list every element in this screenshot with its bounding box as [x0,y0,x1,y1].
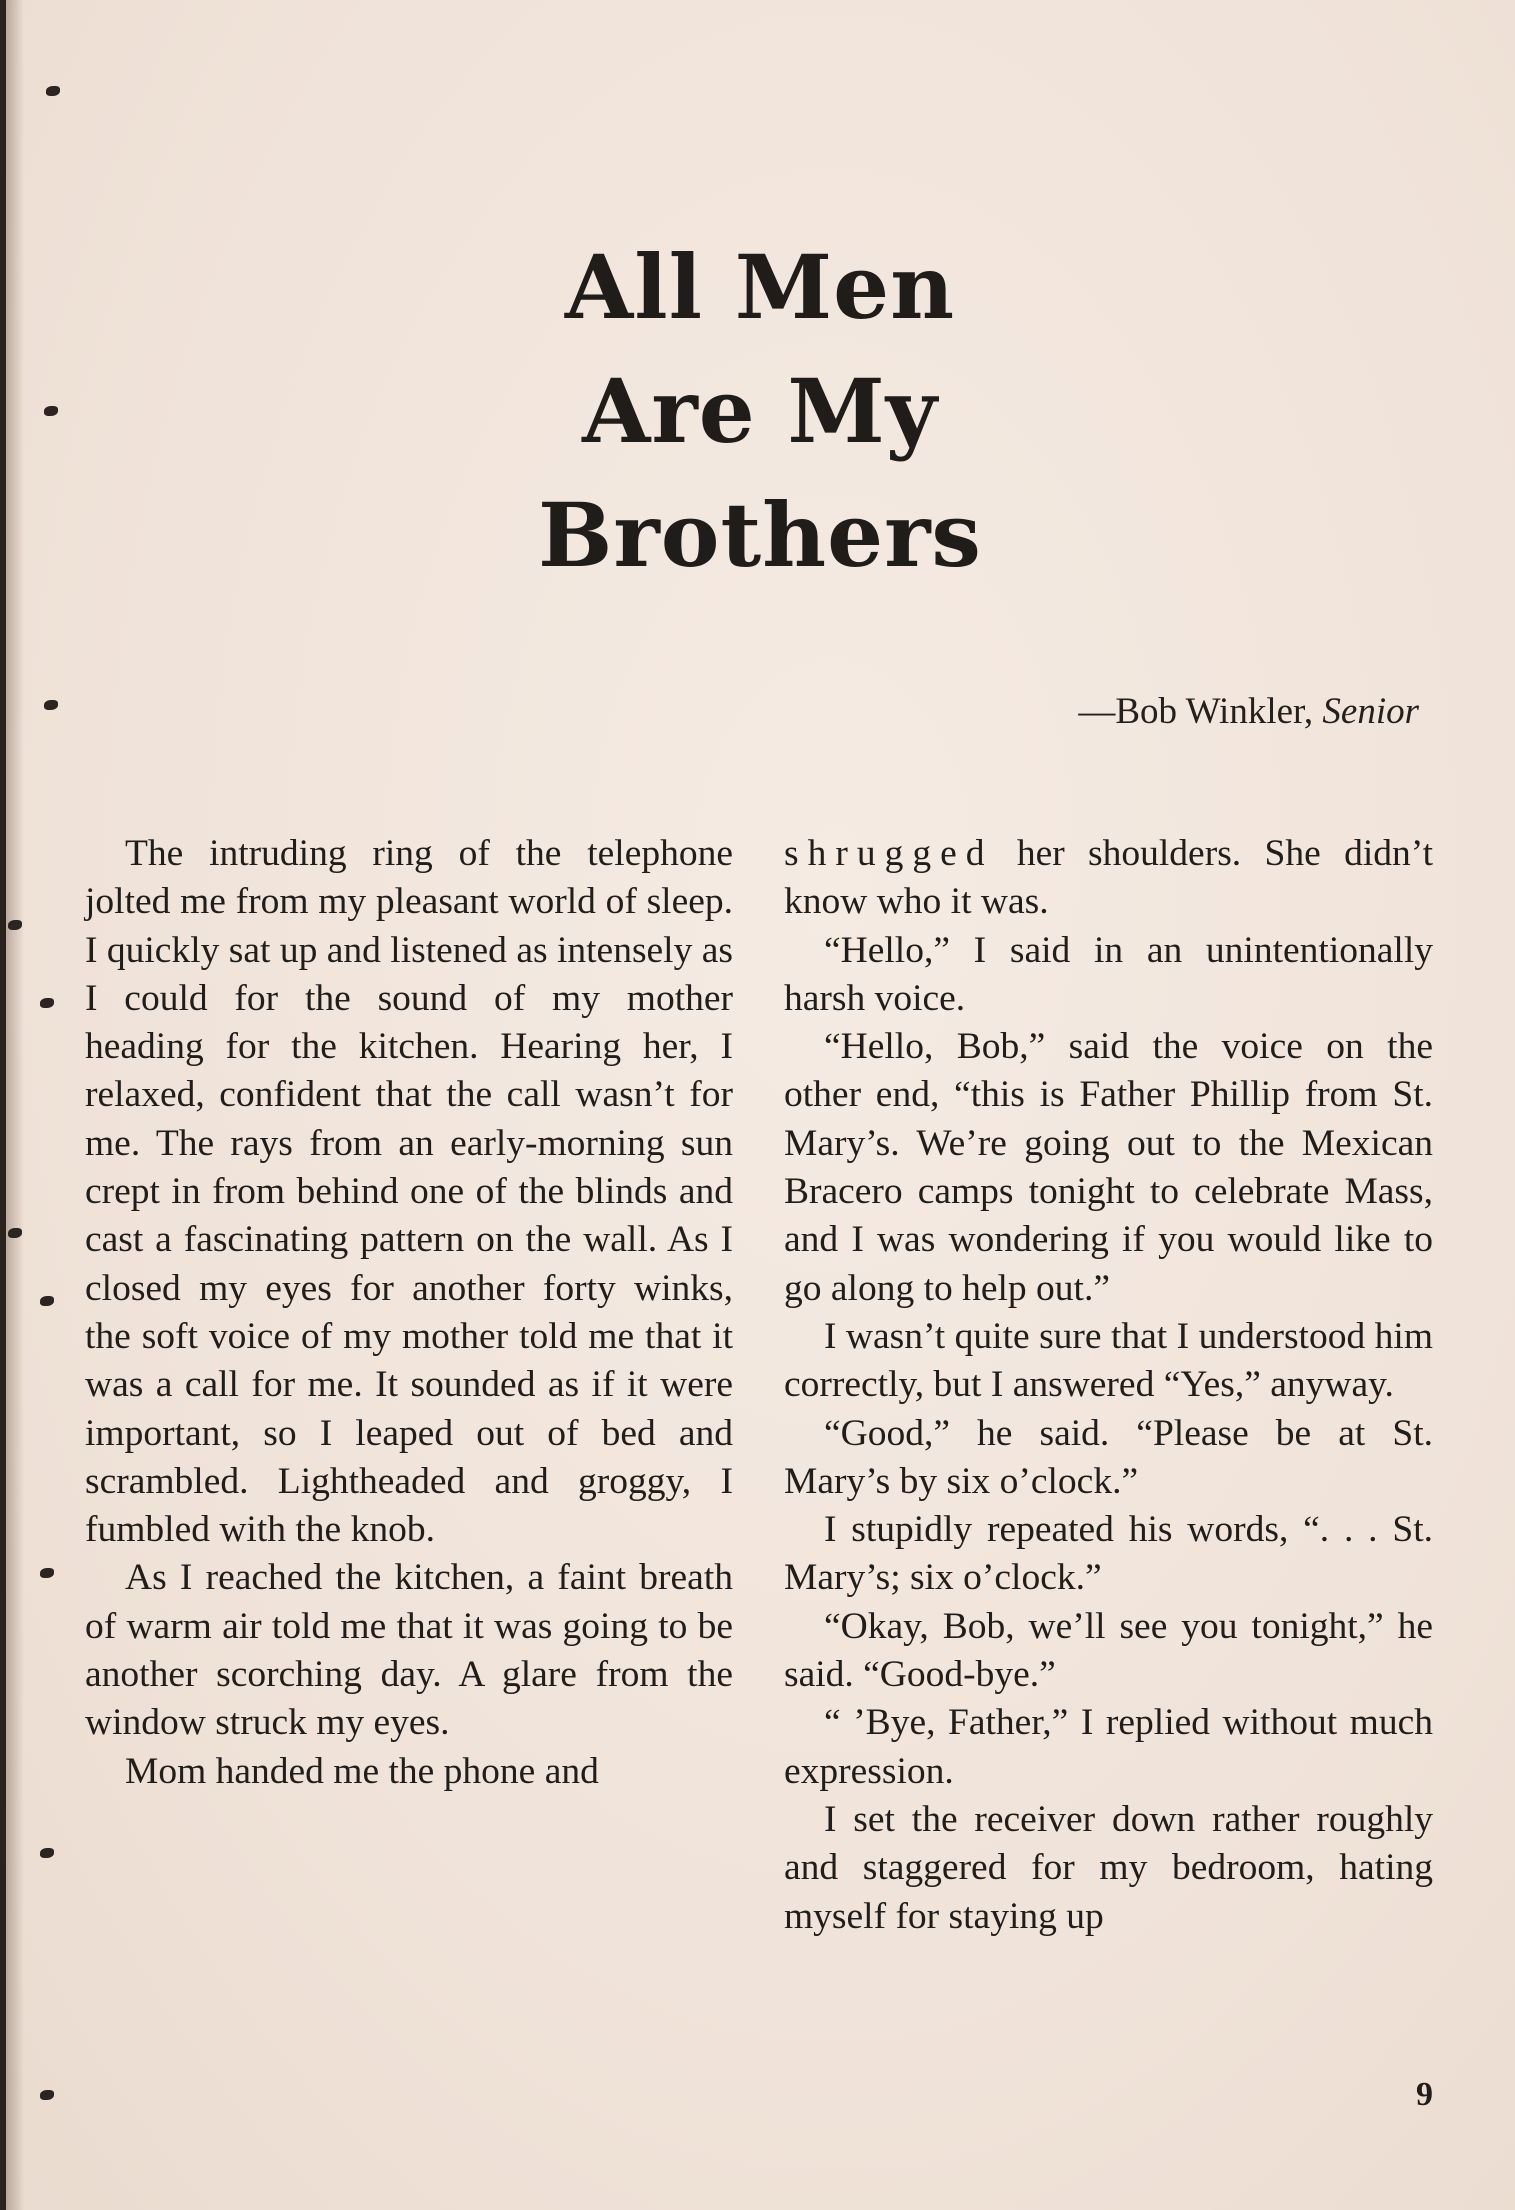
binding-shadow [6,0,24,2210]
binding-hole [40,1568,54,1578]
left-column [85,830,733,1796]
paragraph: “Good,” he said. “Please be at St. Mary’s by six o’clock.” [784,1412,1433,1502]
binding-hole [8,1228,22,1238]
binding-hole [44,406,58,416]
article-title [520,225,1000,597]
paragraph-text: her shoulders. She didn’t know who it was. [784,833,1433,923]
byline [1078,690,1419,733]
paragraph: I wasn’t quite sure that I understood him correctly, but I answered “Yes,” anyway. [784,1315,1433,1406]
paragraph: “ ’Bye, Father,” I replied without much expression. [784,1702,1433,1792]
paragraph: The intruding ring of the telephone jolted me from my pleasant world of sleep. I quickly sat up and listened as intensely as I could for the sound of my mother heading for the kitchen. Hearing her, I relaxed, confident that the call wasn’t for me. The rays from an early-morning sun crept in from behind one of the blinds and cast a fascinating pattern on the wall. As I closed my eyes for another forty winks, the soft voice of my mother told me that it was a call for me. It sounded as if it were important, so I leaped out of bed and scrambled. Lightheaded and groggy, I fumbled with the knob. [85,833,733,1551]
binding-hole [46,86,60,96]
paragraph: I stupidly repeated his words, “. . . St. Mary’s; six o’clock.” [784,1509,1433,1599]
right-column [784,830,1433,1941]
binding-hole [40,998,54,1008]
title-line: All Men [564,235,956,339]
binding-hole [40,2090,54,2100]
spaced-word: shrugged [784,833,994,874]
binding-hole [8,920,22,930]
paragraph: “Hello,” I said in an unintentionally harsh voice. [784,929,1433,1019]
byline-class: Senior [1322,691,1419,732]
paragraph: As I reached the kitchen, a faint breath of warm air told me that it was going to be another scorching day. A glare from the window struck my eyes. [85,1557,733,1744]
title-line: Brothers [538,483,982,587]
binding-hole [44,700,58,710]
paragraph [784,830,1433,927]
title-line: Are My [582,359,938,463]
page-number: 9 [1416,2076,1433,2113]
paragraph: I set the receiver down rather roughly and staggered for my bedroom, hating myself for staying up [784,1798,1433,1937]
paragraph: “Okay, Bob, we’ll see you tonight,” he said. “Good-bye.” [784,1605,1433,1696]
paragraph: Mom handed me the phone and [125,1750,599,1792]
paragraph: “Hello, Bob,” said the voice on the other end, “this is Father Phillip from St. Mary’s. We’re going out to the Mexican Bracero camps tonight to celebrate Mass, and I was wondering if you would like to go along to help out.” [784,1026,1433,1309]
binding-hole [40,1848,54,1858]
byline-author: —Bob Winkler, [1078,691,1323,732]
binding-hole [40,1296,54,1306]
